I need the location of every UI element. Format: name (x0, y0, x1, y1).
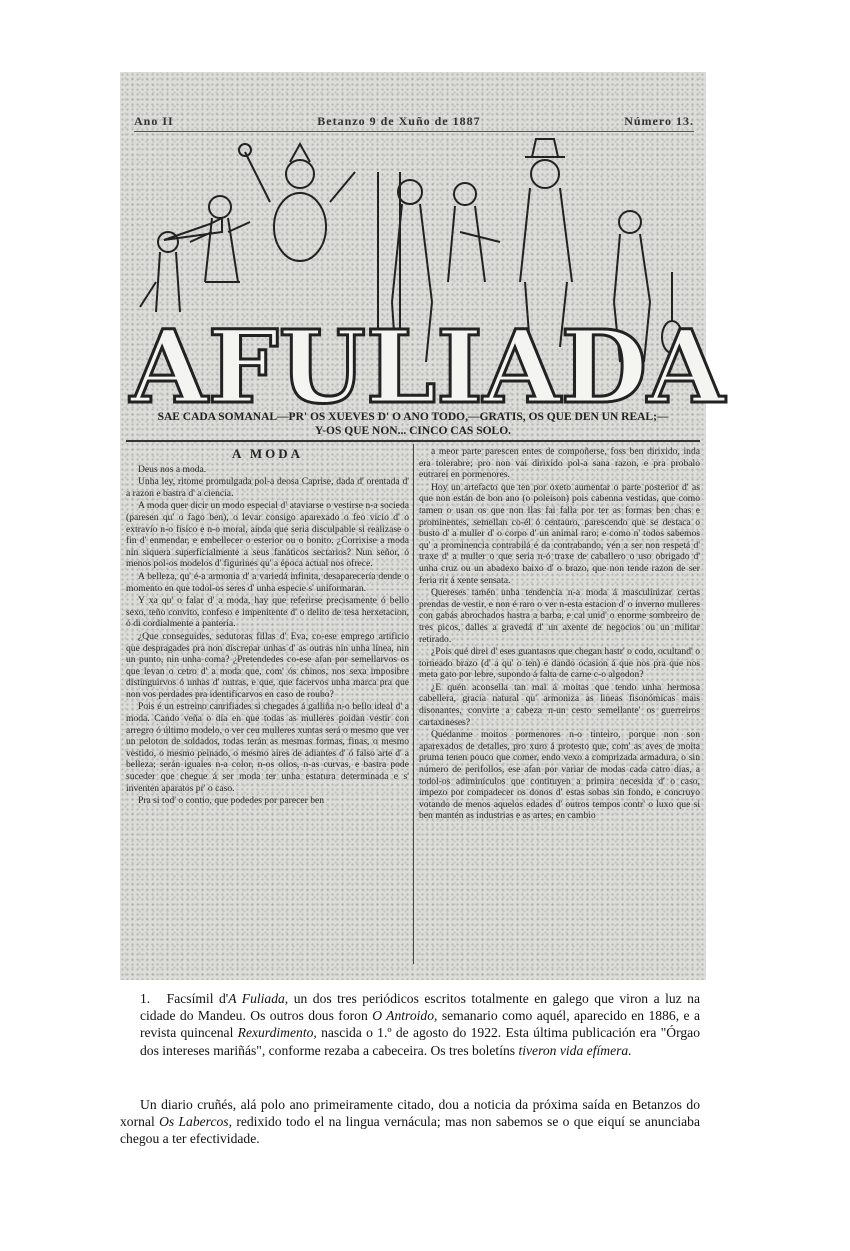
title-letter: U (278, 308, 366, 426)
title-letter: A (647, 308, 725, 426)
title-letter: F (207, 308, 279, 426)
title-letter: L (365, 308, 437, 426)
caption-text: nascida o 1.º de agosto do 1922. Esta última publicación era "Órgao dos intereses mariñás", conforme rezaba a cabeceira. Os tres boletíns (140, 1025, 700, 1058)
title-letter: I (436, 308, 483, 426)
title-letter: D (560, 308, 648, 426)
body-text: Un diario cruñés, alá polo ano primeiramente citado, dou a noticia da próxima saída en Betanzos do xornal (120, 1097, 700, 1130)
left-column (126, 446, 409, 976)
paragraph: Pois é un estreino canrifiades si chegades á galliña n-o bello ideal d' a moda. Cando veña o dia en que todas as mulleres poidan vestir con arregro ó último modelo, o ver ceu mulleres xuntas será o mesmo que ver un peloton de soldados, todas terán as mesmas formas, finas, o mesmo vestido, o mesmo peinado, o mesmo aires de adiantes d' ó falso arte d' a belleza; serán iguales n-a color, n-os ollos, n-as curvas, e bastra pode suceder que chegue á ser moda ter unha estatura determinada e s' inventen aparatos pr' o caso. (126, 701, 409, 794)
subtitle-line: SAE CADA SOMANAL—PR' OS XUEVES D' O ANO TODO,—GRATIS, OS QUE DEN UN REAL;— (157, 411, 669, 423)
paragraph: Deus nos a moda. (138, 463, 207, 475)
title-letter: A (130, 308, 208, 426)
paragraph: Quereses tamén unha tendencia n-a moda á masculinizar certas prendas de vestir, e non é raro o ver n-esta estacion d' o inverno mulleres con gabás abrochados hastra a barba, e cal unid' o enorme sombreiro de tres picos, dalles a gravedá d' un axente de negocios ou un militar retirado. (419, 587, 700, 645)
paragraph: Quédanme moitos pormenores n-o tinteiro, porque non son aparexados de detalles, pro xuro á protesto que, com' as aves de moita pruma tenen pouco que comer, endo vexo a comprizada armadura, o sin número de perifollos, ese afan por variar de modas cada catro días, a todol-os adiminículos que contituyen a primira necesida d' o caso, impezo por compadecer os donos d' estas sobas sin fondo, e concruyo votando de menos aquelos edades d' outros tempos contr' o luxo que si ben mantén as industrias e as artes, en cambio (419, 729, 700, 822)
divider (126, 440, 700, 442)
masthead-year: Ano II (134, 114, 174, 128)
caption-text: tiveron vida efímera. (518, 1042, 632, 1058)
newspaper-facsimile (120, 72, 725, 980)
paragraph: ¿Que conseguides, sedutoras fillas d' Eva, co-ese emprego artificio que despragades pra non discrepar unhas d' as outras nin unha linea, nin un punto, nin unha coma? ¿Pretendedes co-ese afan por semellarvos os que levan o cetro d' a moda que, com' ós chinos, nos sexa imposibre distinguirvos ó unhas d' outras, e que, que facervos unha marca pra que non vos perdades pra identificarvos en caso de roubo? (126, 630, 409, 700)
body-title: Os Labercos, (159, 1114, 232, 1130)
paragraph: ¿Pois qué direi d' eses guantasos que chegan hastr' o codo, ocultand' o torneado brazo (d' a qu' o ten) e dando ocasion á que nos pra que nos meta gato por lebre, supondo á falta de carne c-o algodon? (419, 646, 700, 681)
body-paragraph (120, 1096, 700, 1148)
figure-caption (140, 990, 700, 1059)
masthead-line (134, 114, 694, 132)
paragraph: a meor parte parescen entes de compoñerse, foss ben dirixido, inda era tolerabre; pro non vai dirixido pol-a sana razon, e pra probalo eutrarei en pormenores. (419, 446, 700, 481)
paragraph: A moda quer dicir un modo especial d' ataviarse o vestirse n-a socieda (paresen qu' o fago ben), o levar consigo aparexado o feo vicio d' o extravío n-o fisico e n-o moral, ainda que seria disculpable si realizase o fin d' enmendar, e embellecer o esterior ou o bonito. ¿Corrixise a moda nin siquera superficialmente a seus fanáticos sectarios? Nun señor, ó menos pol-os modelos d' figurines qu' a época actual nos ofrece. (126, 500, 409, 570)
title-letter: A (482, 308, 561, 426)
column-divider (413, 444, 414, 964)
newspaper-subtitle (126, 410, 700, 438)
newspaper-title (130, 308, 725, 426)
article-title: A MODA (231, 446, 304, 461)
masthead-number: Número 13. (624, 114, 694, 128)
caption-number: 1. (140, 991, 151, 1006)
body-text: redixido todo el na lingua vernácula; mas non sabemos se o que eiquí se anunciaba chegou a ter efectividade. (120, 1114, 701, 1147)
paragraph: Pra si tod' o contio, que podedes por parecer ben (138, 795, 325, 807)
caption-title: O Antroido, (372, 1008, 438, 1024)
caption-title: A Fuliada, (228, 991, 289, 1006)
paragraph: ¿E quén aconsella tan mal á moitas que tendo unha hermosa cabellera, gracia natural qu' armoniza as lineas fisonómicas mais disonantes, convirte a cabeza n-un cesto semellante' os guerreiros cartaxineses? (419, 681, 700, 728)
paragraph: Hoy un artefacto que ten por oxeto aumentar o parte posterior d' as que non están de bon ano (o poleison) pois cabenna vestidas, que como tamen o usan os que non llas fai falla por ter as formas ben chas e prominentes, semellan co-él ó centauro, parescendo que se destaca o busto d' a muller d' o corpo d' un animal raro; e como n' todos sabemos qu' a prominencia contrabilá é da contrabando, vén a ser non respetá d' traxe d' a muller o que seria n-ó traxe de caballero o uso obrigado d' unha cruz ou un abadexo baixo d' o brazo, que non tende razon de ser feria rir á xente sensata. (419, 481, 700, 586)
paragraph: A belleza, qu' é-a armonia d' a variedá infinita, desaparecería dende o momento en que todol-os seres d' unha especie s' uniformaran. (126, 570, 409, 594)
caption-text: un dos tres periódicos escritos totalmente en galego que viron a luz na cidade do Mandeu. Os outros dous foron (140, 991, 701, 1024)
caption-title: Rexurdimento, (237, 1025, 317, 1041)
masthead-date: Betanzo 9 de Xuño de 1887 (317, 114, 481, 128)
subtitle-line: Y-OS QUE NON... CINCO CAS SOLO. (314, 425, 512, 437)
right-column (419, 446, 700, 976)
caption-text: semanario como aquél, aparecido en 1886, e a revista quincenal (140, 1008, 701, 1041)
paragraph: Unha ley, ritome promulgada pol-a deosa Caprise, dada d' orentada d' a razon e bastra d' a ciencia. (126, 476, 409, 499)
paragraph: Y xa qu' o falar d' a moda, hay que referirse precisamente ó bello sexo, teño convito, confeso e impenitente d' o delito de tesa herxetacion, ó di cordialmente a pantería. (126, 595, 409, 630)
caption-text: Facsímil d' (166, 991, 229, 1006)
